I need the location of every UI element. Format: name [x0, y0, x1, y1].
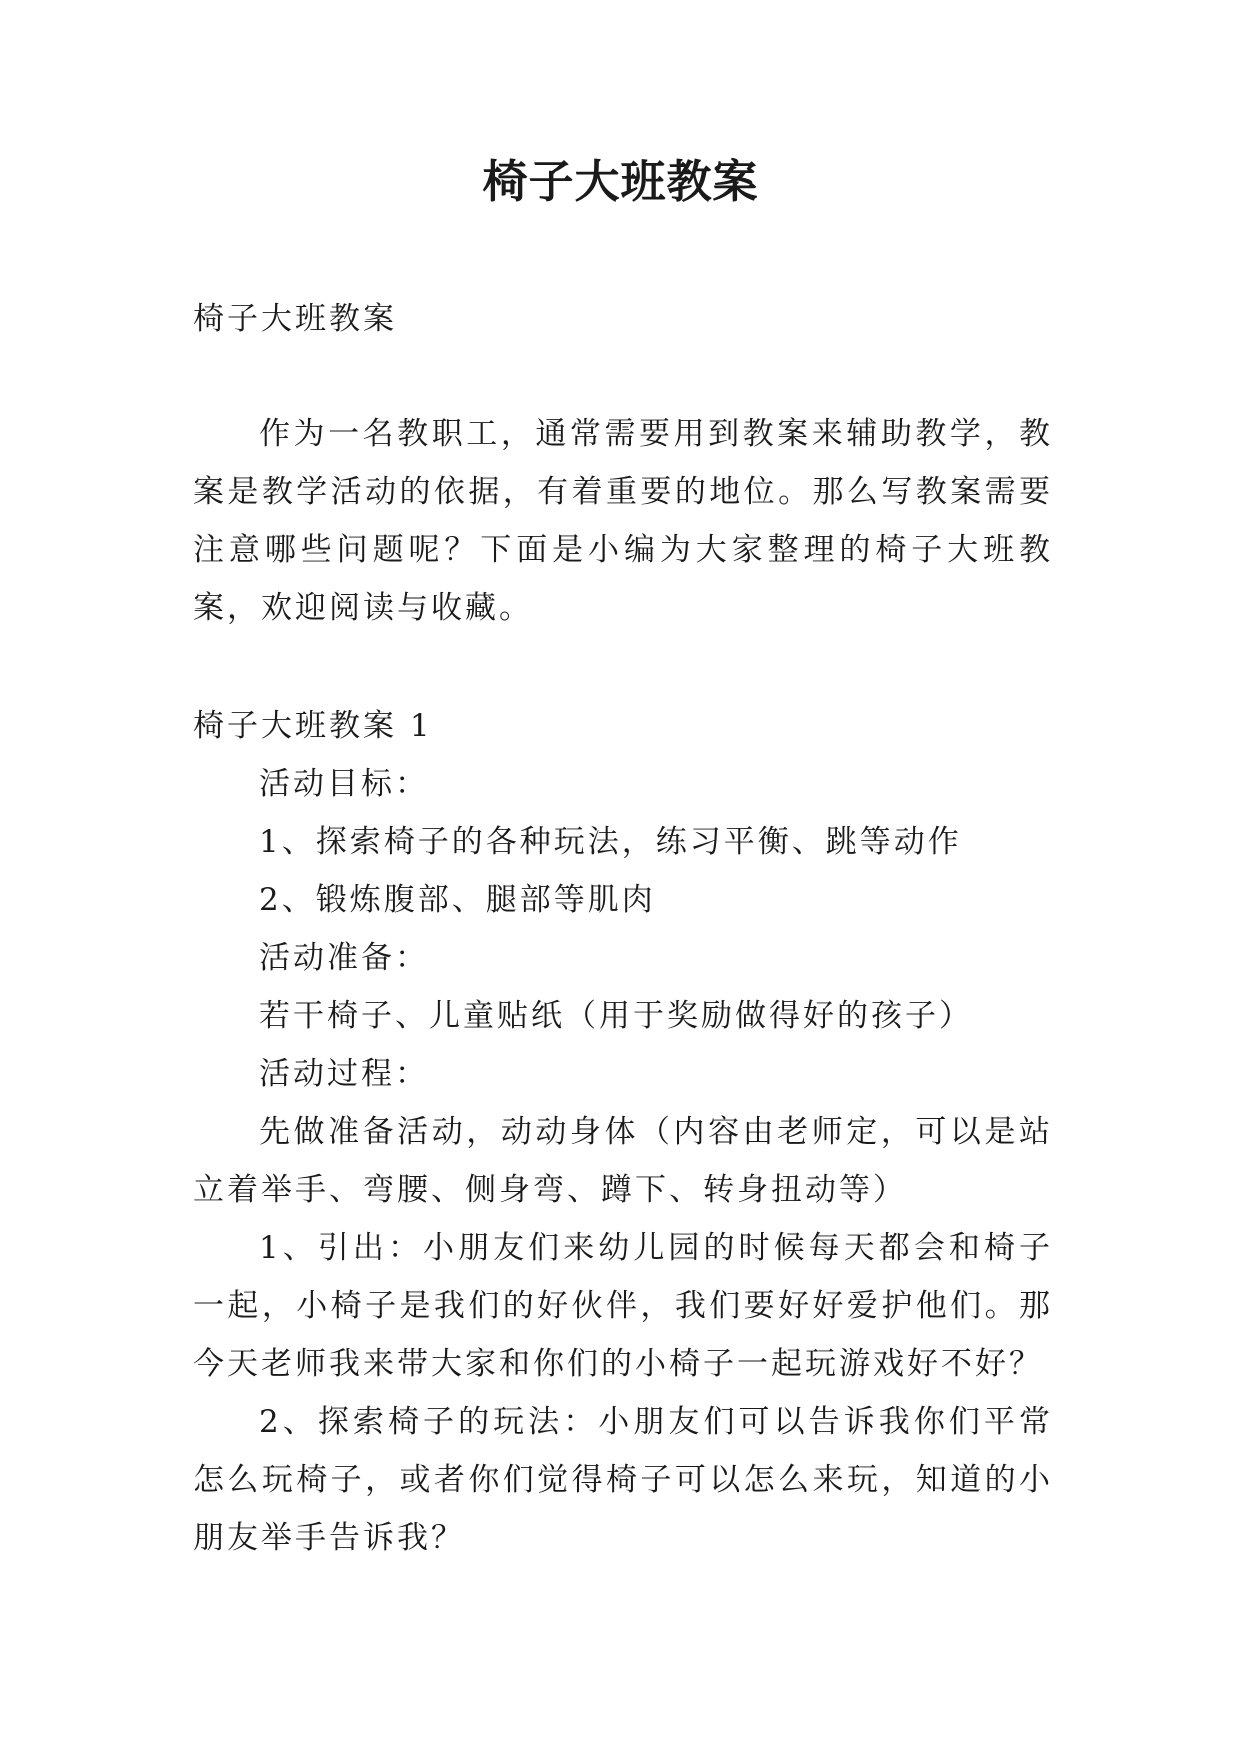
goal-item-1: 1、探索椅子的各种玩法，练习平衡、跳等动作 [259, 824, 962, 860]
section-title: 椅子大班教案 1 [193, 708, 433, 744]
process-step-1: 1、引出：小朋友们来幼儿园的时候每天都会和椅子一起，小椅子是我们的好伙伴，我们要好好爱护他们。那今天老师我来带大家和你们的小椅子一起玩游戏好不好？ [193, 1230, 1053, 1382]
document-subtitle-block [193, 290, 1053, 348]
activity-goals-heading: 活动目标： [259, 766, 429, 802]
activity-preparation-heading: 活动准备： [259, 940, 429, 976]
section-block [193, 697, 1053, 1567]
process-step-2: 2、探索椅子的玩法：小朋友们可以告诉我你们平常怎么玩椅子，或者你们觉得椅子可以怎么来玩，知道的小朋友举手告诉我？ [193, 1404, 1053, 1556]
document-subtitle: 椅子大班教案 [193, 301, 397, 337]
intro-block [193, 405, 1053, 637]
warmup-paragraph: 先做准备活动，动动身体（内容由老师定，可以是站立着举手、弯腰、侧身弯、蹲下、转身扭动等） [193, 1114, 1053, 1208]
activity-process-heading: 活动过程： [259, 1056, 429, 1092]
intro-paragraph: 作为一名教职工，通常需要用到教案来辅助教学，教案是教学活动的依据，有着重要的地位。那么写教案需要注意哪些问题呢？下面是小编为大家整理的椅子大班教案，欢迎阅读与收藏。 [193, 416, 1053, 626]
document-title: 椅子大班教案 [482, 155, 759, 208]
preparation-item: 若干椅子、儿童贴纸（用于奖励做得好的孩子） [259, 998, 973, 1034]
goal-item-2: 2、锻炼腹部、腿部等肌肉 [259, 882, 656, 918]
